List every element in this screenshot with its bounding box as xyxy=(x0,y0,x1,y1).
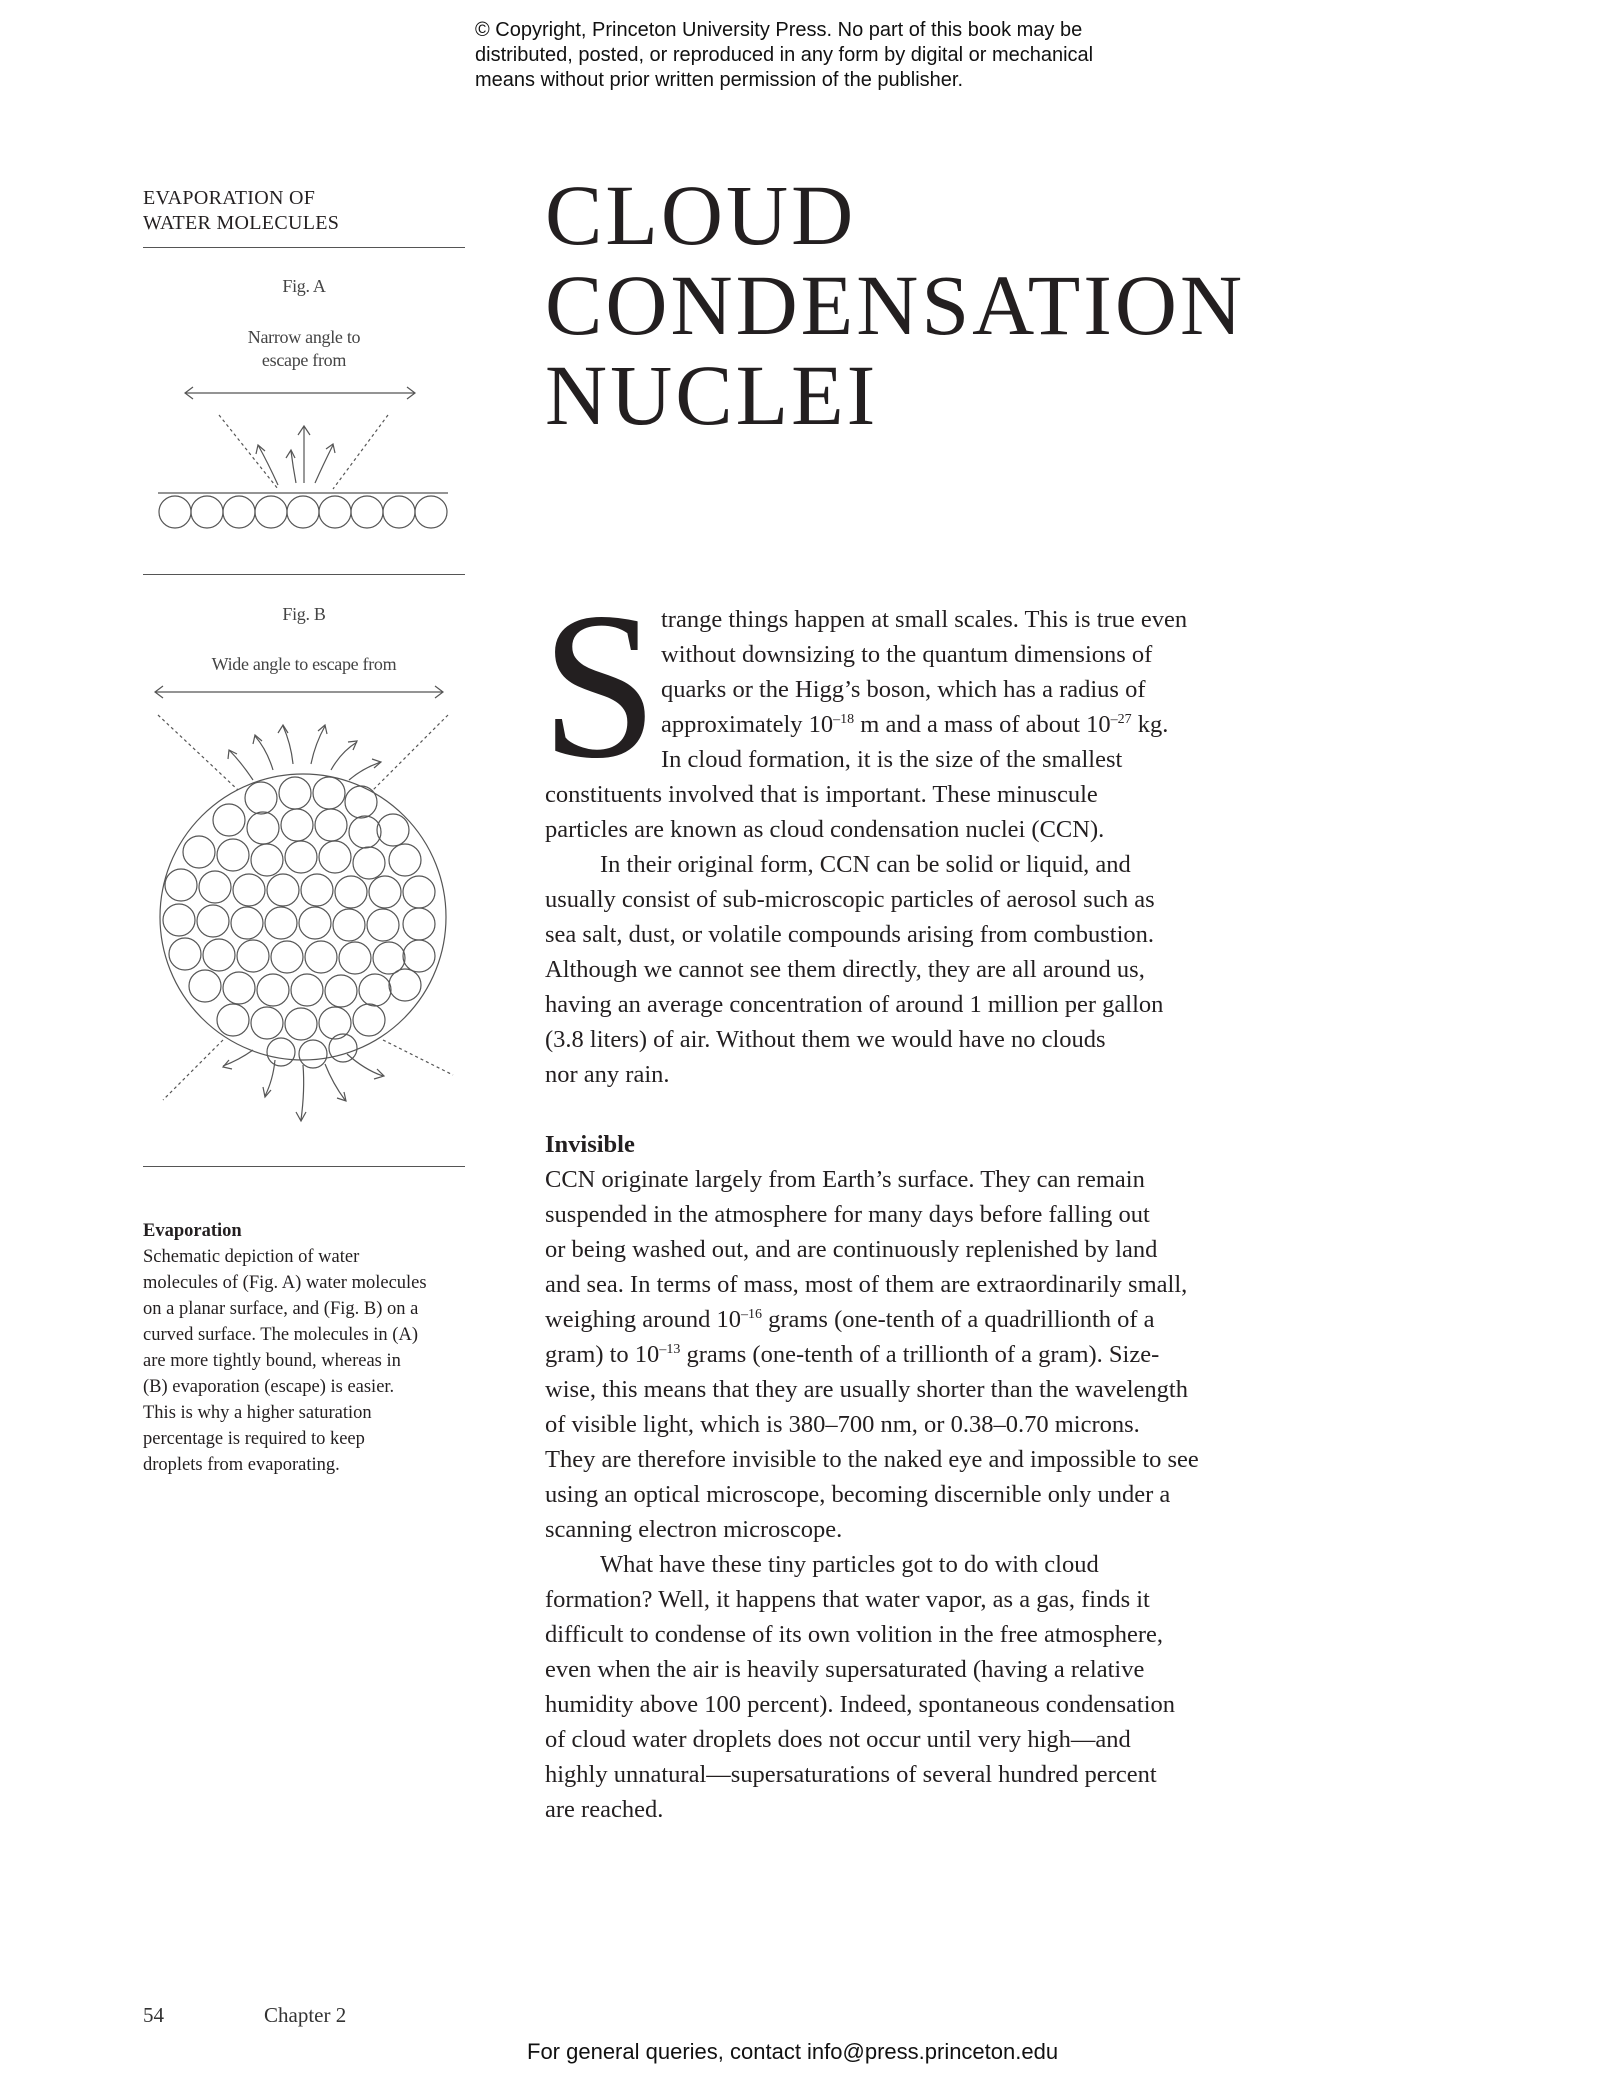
caption-line: are more tightly bound, whereas in xyxy=(143,1351,401,1371)
body-line: using an optical microscope, becoming discernible only under a xyxy=(545,1481,1171,1508)
body-text xyxy=(541,570,1265,1827)
body-line: What have these tiny particles got to do with cloud xyxy=(600,1551,1099,1578)
chapter-title-line: CLOUD xyxy=(545,167,857,263)
body-line: or being washed out, and are continuously replenished by land xyxy=(545,1236,1158,1263)
sidebar-divider xyxy=(143,1166,465,1167)
escape-arrow-head xyxy=(326,444,335,453)
body-line: of visible light, which is 380–700 nm, or 0.38–0.70 microns. xyxy=(545,1411,1140,1438)
fig-a-subtitle xyxy=(143,326,465,372)
escape-arrow xyxy=(301,1065,304,1120)
escape-arrow xyxy=(229,750,253,780)
angle-line xyxy=(219,415,278,489)
superscript: –27 xyxy=(1110,712,1132,727)
body-line: (3.8 liters) of air. Without them we would have no clouds xyxy=(545,1026,1106,1053)
caption-line: percentage is required to keep xyxy=(143,1429,365,1449)
body-line xyxy=(545,1302,1265,1337)
body-line: highly unnatural—supersaturations of several hundred percent xyxy=(545,1761,1157,1788)
escape-arrow-head xyxy=(286,450,295,458)
escape-arrow xyxy=(331,742,357,770)
fig-b-label: Fig. B xyxy=(282,604,326,624)
body-line: constituents involved that is important. These minuscule xyxy=(545,781,1098,808)
body-line: sea salt, dust, or volatile compounds arising from combustion. xyxy=(545,921,1155,948)
escape-arrow xyxy=(315,445,333,483)
body-line: and sea. In terms of mass, most of them are extraordinarily small, xyxy=(545,1271,1188,1298)
body-line: Although we cannot see them directly, they are all around us, xyxy=(545,956,1145,983)
caption-line: (B) evaporation (escape) is easier. xyxy=(143,1377,395,1397)
chapter-title-line: NUCLEI xyxy=(545,347,879,443)
escape-arrow xyxy=(325,1064,345,1100)
body-line: even when the air is heavily supersaturated (having a relative xyxy=(545,1656,1145,1683)
superscript: –18 xyxy=(833,712,855,727)
body-line: trange things happen at small scales. This is true even xyxy=(661,606,1188,633)
tangent-line xyxy=(373,715,448,790)
body-line: nor any rain. xyxy=(545,1061,670,1088)
body-line: of cloud water droplets does not occur until very high—and xyxy=(545,1726,1131,1753)
body-line: CCN originate largely from Earth’s surface. They can remain xyxy=(545,1166,1145,1193)
text-run: gram) to 10 xyxy=(545,1341,660,1368)
body-line: formation? Well, it happens that water vapor, as a gas, finds it xyxy=(545,1586,1150,1613)
chapter-label: Chapter 2 xyxy=(264,2003,347,2027)
drop-cap: S xyxy=(541,570,658,802)
body-line: suspended in the atmosphere for many days before falling out xyxy=(545,1201,1150,1228)
fig-a-subtitle-line: escape from xyxy=(261,350,347,370)
caption-line: curved surface. The molecules in (A) xyxy=(143,1325,418,1345)
body-line: They are therefore invisible to the naked eye and impossible to see xyxy=(545,1446,1199,1473)
text-run: kg. xyxy=(1131,711,1169,738)
escape-arrow xyxy=(349,762,381,780)
text-run: grams (one-tenth of a trillionth of a gram). Size- xyxy=(680,1341,1160,1368)
body-line: scanning electron microscope. xyxy=(545,1516,843,1543)
escape-arrow xyxy=(311,726,325,764)
sidebar-divider xyxy=(143,247,465,248)
paragraph-gap xyxy=(545,1092,1265,1127)
body-line: humidity above 100 percent). Indeed, spontaneous condensation xyxy=(545,1691,1176,1718)
superscript: –16 xyxy=(740,1307,762,1322)
chapter-title xyxy=(545,167,1246,443)
page-number: 54 xyxy=(143,2003,164,2027)
caption-line: This is why a higher saturation xyxy=(143,1403,372,1423)
section-subhead: Invisible xyxy=(545,1131,635,1158)
angle-line xyxy=(333,415,388,489)
caption-line: molecules of (Fig. A) water molecules xyxy=(143,1273,427,1293)
body-line: particles are known as cloud condensation nuclei (CCN). xyxy=(545,816,1105,843)
copyright-line: means without prior written permission of the publisher. xyxy=(475,69,964,91)
copyright-line: distributed, posted, or reproduced in any form by digital or mechanical xyxy=(475,44,1094,66)
caption-title: Evaporation xyxy=(143,1221,242,1241)
copyright-line: © Copyright, Princeton University Press. No part of this book may be xyxy=(475,19,1083,41)
sidebar-title-line: WATER MOLECULES xyxy=(143,212,340,234)
tangent-line xyxy=(163,1040,223,1100)
caption-line: droplets from evaporating. xyxy=(143,1455,340,1475)
body-line: quarks or the Higg’s boson, which has a radius of xyxy=(661,676,1146,703)
escape-arrow xyxy=(223,1050,253,1066)
figure-caption xyxy=(143,1218,468,1478)
fig-a-subtitle-line: Narrow angle to xyxy=(247,327,361,347)
fig-a-diagram xyxy=(143,375,465,535)
caption-line: Schematic depiction of water xyxy=(143,1247,360,1267)
fig-b-subtitle: Wide angle to escape from xyxy=(211,654,397,674)
droplet-molecules xyxy=(163,777,435,1068)
escape-arrow xyxy=(283,726,293,764)
body-line: without downsizing to the quantum dimensions of xyxy=(661,641,1153,668)
contact-notice: For general queries, contact info@press.princeton.edu xyxy=(527,2039,1059,2064)
sidebar-title-line: EVAPORATION OF xyxy=(143,187,316,209)
caption-line: on a planar surface, and (Fig. B) on a xyxy=(143,1299,419,1319)
body-line: In cloud formation, it is the size of the smallest xyxy=(661,746,1123,773)
body-line xyxy=(545,1337,1265,1372)
body-line: wise, this means that they are usually shorter than the wavelength xyxy=(545,1376,1188,1403)
sidebar-divider xyxy=(143,574,465,575)
escape-arrow xyxy=(347,1054,383,1076)
fig-b-diagram xyxy=(143,680,465,1140)
sidebar-title xyxy=(143,186,465,236)
text-run: approximately 10 xyxy=(661,711,834,738)
body-line: usually consist of sub-microscopic particles of aerosol such as xyxy=(545,886,1155,913)
escape-arrow xyxy=(255,736,273,770)
superscript: –13 xyxy=(659,1342,681,1357)
text-run: m and a mass of about 10 xyxy=(854,711,1111,738)
body-line: difficult to condense of its own volition in the free atmosphere, xyxy=(545,1621,1164,1648)
body-line: having an average concentration of around 1 million per gallon xyxy=(545,991,1164,1018)
chapter-title-line: CONDENSATION xyxy=(545,257,1246,353)
tangent-line xyxy=(158,715,238,790)
body-line: are reached. xyxy=(545,1796,664,1823)
escape-arrow xyxy=(258,445,278,485)
body-line: In their original form, CCN can be solid or liquid, and xyxy=(600,851,1131,878)
text-run: grams (one-tenth of a quadrillionth of a xyxy=(761,1306,1155,1333)
molecule-row xyxy=(159,496,447,528)
fig-a-label: Fig. A xyxy=(282,276,326,296)
text-run: weighing around 10 xyxy=(545,1306,741,1333)
copyright-notice xyxy=(475,18,1235,93)
tangent-line xyxy=(383,1040,453,1075)
